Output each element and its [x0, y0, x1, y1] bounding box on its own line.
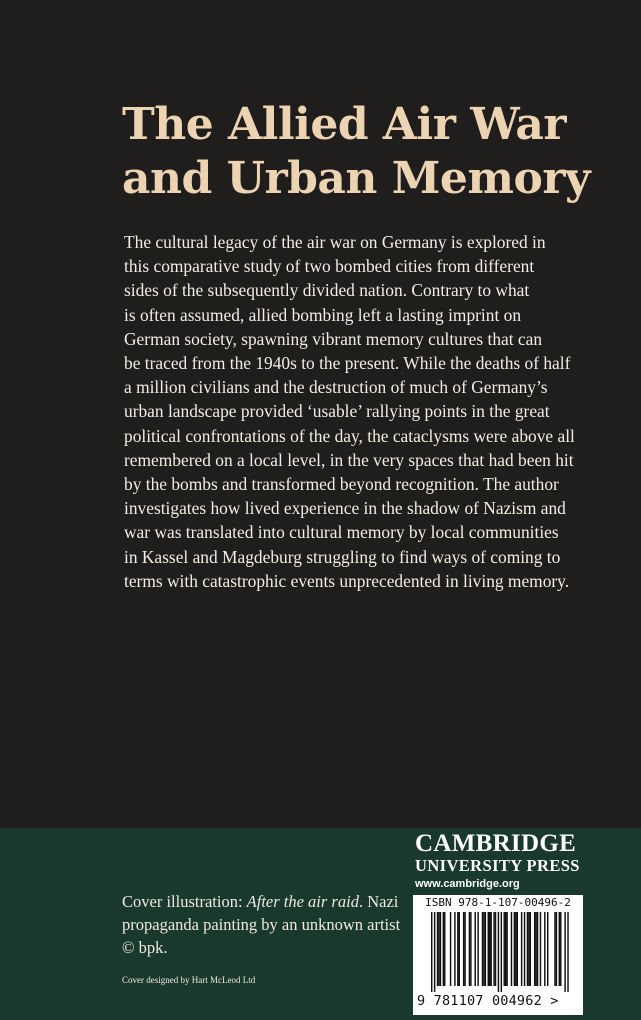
- blurb-text: [124, 230, 594, 593]
- barcode-bar: [560, 912, 561, 986]
- barcode-bar: [440, 912, 441, 986]
- blurb-line: The cultural legacy of the air war on Germany is explored in: [124, 232, 546, 252]
- barcode-bar: [470, 912, 471, 986]
- isbn-label: ISBN 978-1-107-00496-2: [425, 896, 571, 909]
- blurb-line: is often assumed, allied bombing left a lasting imprint on: [124, 304, 522, 325]
- credit-suffix: . Nazi: [358, 892, 399, 911]
- publisher-url[interactable]: www.cambridge.org: [415, 878, 520, 890]
- barcode-bar: [475, 912, 476, 986]
- barcode-bar: [444, 912, 445, 986]
- title-line-1: The Allied Air War: [122, 99, 567, 150]
- barcode-bar: [437, 912, 438, 986]
- barcode-bar: [464, 912, 465, 986]
- publisher-subtitle: UNIVERSITY PRESS: [415, 856, 580, 875]
- barcode-bar: [477, 912, 478, 986]
- blurb-line: remembered on a local level, in the very spaces that had been hit: [124, 449, 574, 470]
- barcode-bar: [521, 912, 522, 986]
- barcode-bar: [537, 912, 538, 986]
- title-line-2: and Urban Memory: [122, 153, 591, 204]
- blurb-line: German society, spawning vibrant memory cultures that can: [124, 328, 543, 349]
- barcode-bar: [528, 912, 529, 986]
- isbn-barcode: [413, 895, 583, 1015]
- barcode-bar: [498, 912, 499, 992]
- barcode-bar: [459, 912, 460, 986]
- barcode-bar: [535, 912, 536, 986]
- barcode-bar: [544, 912, 545, 986]
- barcode-bars: [417, 912, 579, 992]
- credit-line-2: propaganda painting by an unknown artist: [122, 915, 401, 934]
- blurb-line: this comparative study of two bombed cities from different: [124, 256, 535, 277]
- barcode-bar: [514, 912, 515, 986]
- barcode-bar: [488, 912, 489, 986]
- barcode-bar: [454, 912, 455, 986]
- cover-illustration-credit: [122, 890, 412, 959]
- barcode-bar: [450, 912, 451, 986]
- blurb-line: political confrontations of the day, the cataclysms were above all: [124, 425, 575, 446]
- barcode-bar: [524, 912, 525, 986]
- barcode-bar: [443, 912, 444, 986]
- barcode-bar: [530, 912, 531, 986]
- barcode-bar: [469, 912, 470, 986]
- credit-prefix: Cover illustration:: [122, 892, 247, 911]
- blurb-line: sides of the subsequently divided nation. Contrary to what: [124, 280, 530, 301]
- blurb-line: war was translated into cultural memory by local communities: [124, 522, 559, 543]
- blurb-line: by the bombs and transformed beyond recognition. The author: [124, 474, 559, 495]
- barcode-bar: [434, 912, 435, 992]
- publisher-logo: [415, 830, 585, 875]
- book-title: [122, 98, 622, 206]
- barcode-bar: [501, 912, 502, 992]
- barcode-bar: [564, 912, 565, 992]
- barcode-bar: [431, 912, 432, 992]
- barcode-bar: [493, 912, 494, 986]
- barcode-bar: [438, 912, 439, 986]
- credit-line-1: [122, 890, 412, 913]
- barcode-bar: [485, 912, 486, 986]
- blurb-line: urban landscape provided ‘usable’ rallying points in the great: [124, 401, 550, 422]
- barcode-bar: [559, 912, 560, 986]
- barcode-bar: [482, 912, 483, 986]
- barcode-bar: [554, 912, 555, 986]
- blurb-line: in Kassel and Magdeburg struggling to find ways of coming to: [124, 546, 561, 567]
- barcode-bar: [527, 912, 528, 986]
- barcode-bar: [567, 912, 568, 992]
- barcode-bar: [495, 912, 496, 986]
- barcode-bar: [511, 912, 512, 986]
- barcode-bar: [534, 912, 535, 986]
- barcode-bar: [483, 912, 484, 986]
- barcode-bar: [540, 912, 541, 986]
- blurb-line: terms with catastrophic events unprecedented in living memory.: [124, 570, 570, 591]
- barcode-bar: [515, 912, 516, 986]
- barcode-bar: [547, 912, 548, 986]
- barcode-digits: 9 781107 004962 >: [417, 993, 559, 1009]
- artwork-title: After the air raid: [246, 892, 359, 911]
- barcode-bar: [463, 912, 464, 986]
- barcode-bar: [506, 912, 507, 986]
- blurb-line: be traced from the 1940s to the present. While the deaths of half: [124, 353, 571, 374]
- barcode-bar: [517, 912, 518, 986]
- barcode-bar: [505, 912, 506, 986]
- footer-band: [0, 828, 641, 1020]
- credit-line-3: © bpk.: [122, 938, 168, 957]
- barcode-bar: [457, 912, 458, 986]
- barcode-bar: [556, 912, 557, 986]
- cover-designer-credit: Cover designed by Hart McLeod Ltd: [122, 975, 256, 985]
- barcode-bar: [489, 912, 490, 986]
- publisher-name: CAMBRIDGE: [415, 830, 577, 857]
- barcode-bar: [490, 912, 491, 986]
- barcode-bar: [504, 912, 505, 986]
- blurb-line: a million civilians and the destruction of much of Germany’s: [124, 377, 548, 398]
- blurb-line: investigates how lived experience in the shadow of Nazism and: [124, 498, 566, 519]
